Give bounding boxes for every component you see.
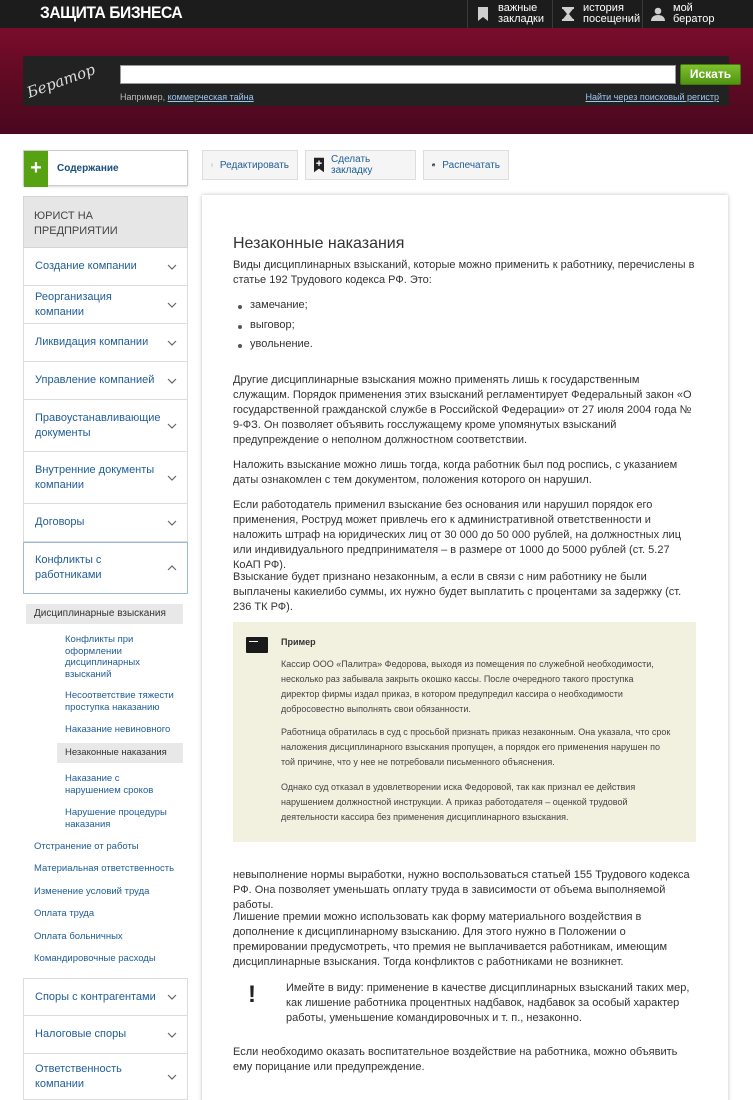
example-title: Пример <box>281 637 316 647</box>
note-text: Имейте в виду: применение в качестве дисциплинарных взысканий таких мер, как лишение работника процентных надбавок, надбавок за особый характер работы, уменьшение командировочных и т. п., незаконно. <box>286 982 690 1024</box>
example-box <box>233 622 696 842</box>
example-link[interactable]: коммерческая тайна <box>167 92 254 102</box>
chevron-down-icon <box>167 338 177 348</box>
sidebar-item-label: Управление компанией <box>35 374 155 386</box>
doc-paragraph: Если необходимо оказать воспитательное воздействие на работника, можно объявить ему порицание или предупреждение. <box>233 1046 678 1073</box>
category-header: ЮРИСТ НА ПРЕДПРИЯТИИ <box>23 196 188 248</box>
chevron-down-icon <box>167 1072 177 1082</box>
edit-label: Редактировать <box>219 159 289 171</box>
sidebar-link[interactable]: Оплата труда <box>34 908 95 919</box>
sidebar-link[interactable]: Командировочные расходы <box>34 953 156 964</box>
sidebar-item-company-liability[interactable] <box>23 1054 188 1100</box>
sidebar-item-counterparty-disputes[interactable] <box>23 978 188 1016</box>
sidebar-subitem[interactable]: Конфликты при оформлении дисциплинарных взысканий <box>65 634 140 680</box>
sidebar-item-label: Налоговые споры <box>35 1028 127 1040</box>
top-bar <box>0 0 753 28</box>
contents-label: Содержание <box>57 163 119 174</box>
chevron-down-icon <box>167 518 177 528</box>
example-prefix: Например, <box>120 92 166 102</box>
registry-search-link[interactable]: Найти через поисковый регистр <box>585 92 719 102</box>
sidebar-subsection-disciplinary[interactable]: Дисциплинарные взыскания <box>26 604 183 624</box>
sidebar-item-label: Внутренние документы компании <box>35 463 155 491</box>
sidebar-item-label: Ликвидация компании <box>35 336 149 348</box>
page-title: Незаконные наказания <box>233 235 405 252</box>
chevron-down-icon <box>167 262 177 272</box>
sidebar-subitem[interactable]: Нарушение процедуры наказания <box>65 807 167 830</box>
edit-button[interactable] <box>202 150 298 180</box>
search-example <box>120 92 254 102</box>
bookmark-icon <box>476 6 490 22</box>
sidebar-item-employee-conflicts[interactable] <box>23 542 188 594</box>
sidebar-item-title-documents[interactable] <box>23 400 188 452</box>
example-icon <box>246 637 268 653</box>
chevron-down-icon <box>167 473 177 483</box>
sidebar-link[interactable]: Оплата больничных <box>34 931 123 942</box>
sidebar-link[interactable]: Изменение условий труда <box>34 886 150 897</box>
doc-intro: Виды дисциплинарных взысканий, которые можно применить к работнику, перечислены в статье 192 Трудового кодекса РФ. Это: <box>233 259 695 286</box>
add-bookmark-icon <box>314 157 324 173</box>
contents-button[interactable] <box>23 150 188 186</box>
list-item: замечание; <box>250 299 308 311</box>
print-button[interactable] <box>423 150 509 180</box>
sidebar-item-label: Создание компании <box>35 260 137 272</box>
site-logo[interactable]: ЗАЩИТА БИЗНЕСА <box>40 3 183 22</box>
sidebar-item-internal-documents[interactable] <box>23 452 188 504</box>
sidebar-subitem[interactable]: Несоответствие тяжести проступка наказанию <box>65 690 174 713</box>
sidebar-item-reorganization[interactable] <box>23 286 188 324</box>
example-paragraph: Однако суд отказал в удовлетворении иска Федоровой, так как признал ее действия нарушением должностной инструкции. А приказ работодателя – оценкой трудовой деятельности кассира без применения дисциплинарного взыскания. <box>281 782 636 822</box>
chevron-up-icon <box>167 563 177 573</box>
sidebar-item-contracts[interactable] <box>23 504 188 542</box>
example-paragraph: Кассир ООО «Палитра» Федорова, выходя из помещения по служебной необходимости, несколько раз забывала закрыть окошко кассы. После очередного такого проступка директор фирмы издал приказ, в котором предупредил кассира о необходимости добросовестно выполнять свои обязанности. <box>281 659 654 714</box>
example-paragraph: Работница обратилась в суд с просьбой признать приказ незаконным. Она указала, что срок наложения дисциплинарного взыскания пропущен, а порядок его применения нарушен по той причине, что у нее не потребовали письменного объяснения. <box>281 727 671 767</box>
bookmark-button[interactable] <box>305 150 416 180</box>
user-icon <box>651 6 665 22</box>
sidebar-item-label: Правоустанавливающие документы <box>35 411 161 439</box>
doc-paragraph: Наложить взыскание можно лишь тогда, когда работник был под роспись, с указанием даты ознакомлен с тем документом, положения которого он нарушил. <box>233 459 678 486</box>
sidebar-item-label: Ответственность компании <box>35 1062 122 1090</box>
sidebar-item-label: Конфликты с работниками <box>35 554 102 581</box>
doc-paragraph: Другие дисциплинарные взыскания можно применять лишь к государственным служащим. Порядок применения этих взысканий регламентирует Федеральный закон «О государственной гражданской службе в Российской Федерации» от 27 июля 2004 года № 9-ФЗ. Он позволяет объявить госслужащему кроме упомянутых взысканий предупреждение о неполном должностном соответствии. <box>233 374 692 446</box>
history-link[interactable] <box>552 0 642 28</box>
sidebar-item-creation[interactable] <box>23 248 188 286</box>
print-label: Распечатать <box>442 159 500 171</box>
sidebar-subitem[interactable]: Наказание невиновного <box>65 724 171 735</box>
berator-logo: Бератор <box>24 60 98 102</box>
chevron-down-icon <box>167 1030 177 1040</box>
list-item: увольнение. <box>250 338 313 350</box>
chevron-down-icon <box>167 300 177 310</box>
hourglass-icon <box>561 6 575 22</box>
sidebar-link[interactable]: Материальная ответственность <box>34 863 175 874</box>
bookmarks-label: важные закладки <box>498 2 545 25</box>
doc-paragraph: Если работодатель применил взыскание без основания или нарушил порядок его применения, Роструд может привлечь его к административной ответственности и наложить штраф на юридических лиц от 30 000 до 50 000 рублей, на должностных лиц или индивидуального предпринимателя – в размере от 1000 до 5000 рублей (ст. 5.27 КоАП РФ). <box>233 499 681 571</box>
edit-icon <box>211 158 213 172</box>
chevron-down-icon <box>167 421 177 431</box>
search-button[interactable]: Искать <box>680 64 741 85</box>
sidebar-item-tax-disputes[interactable] <box>23 1016 188 1054</box>
search-panel <box>23 56 732 106</box>
sidebar-item-label: Споры с контрагентами <box>35 990 156 1003</box>
sidebar-item-liquidation[interactable] <box>23 324 188 362</box>
my-berator-link[interactable] <box>642 0 753 28</box>
printer-icon <box>432 158 435 172</box>
bookmark-label: Сделать закладку <box>331 154 373 176</box>
bookmarks-link[interactable] <box>467 0 552 28</box>
list-item: выговор; <box>250 319 295 331</box>
search-input[interactable] <box>120 65 676 84</box>
sidebar-item-label: Реорганизация компании <box>35 290 112 318</box>
doc-paragraph: невыполнение нормы выработки, нужно воспользоваться статьей 155 Трудового кодекса РФ. Она позволяет уменьшать оплату труда в зависимости от объема выполняемой работы. <box>233 869 690 911</box>
sidebar-subitem[interactable]: Наказание с нарушением сроков <box>65 773 154 796</box>
sidebar-link[interactable]: Отстранение от работы <box>34 841 139 852</box>
history-label: история посещений <box>583 2 641 25</box>
chevron-down-icon <box>167 376 177 386</box>
chevron-down-icon <box>167 992 177 1002</box>
my-berator-label: мой бератор <box>673 2 715 25</box>
document-panel <box>202 195 728 1100</box>
plus-icon: + <box>24 151 48 187</box>
exclamation-icon: ! <box>248 981 256 1008</box>
doc-paragraph: Лишение премии можно использовать как форму материального воздействия в дополнение к дисциплинарному взысканию. Для этого нужно в Положении о премировании предусмотреть, что премия не выплачивается работникам, имеющим дисциплинарные взыскания. Тогда конфликтов с работниками не возникнет. <box>233 911 668 968</box>
doc-paragraph: Взыскание будет признано незаконным, а если в связи с ним работнику не были выплачены какиелибо суммы, их нужно будет выплатить с процентами за задержку (ст. 236 ТК РФ). <box>233 571 682 613</box>
sidebar-item-management[interactable] <box>23 362 188 400</box>
sidebar-item-label: Договоры <box>35 516 85 528</box>
sidebar-subitem-current[interactable]: Незаконные наказания <box>57 743 183 763</box>
